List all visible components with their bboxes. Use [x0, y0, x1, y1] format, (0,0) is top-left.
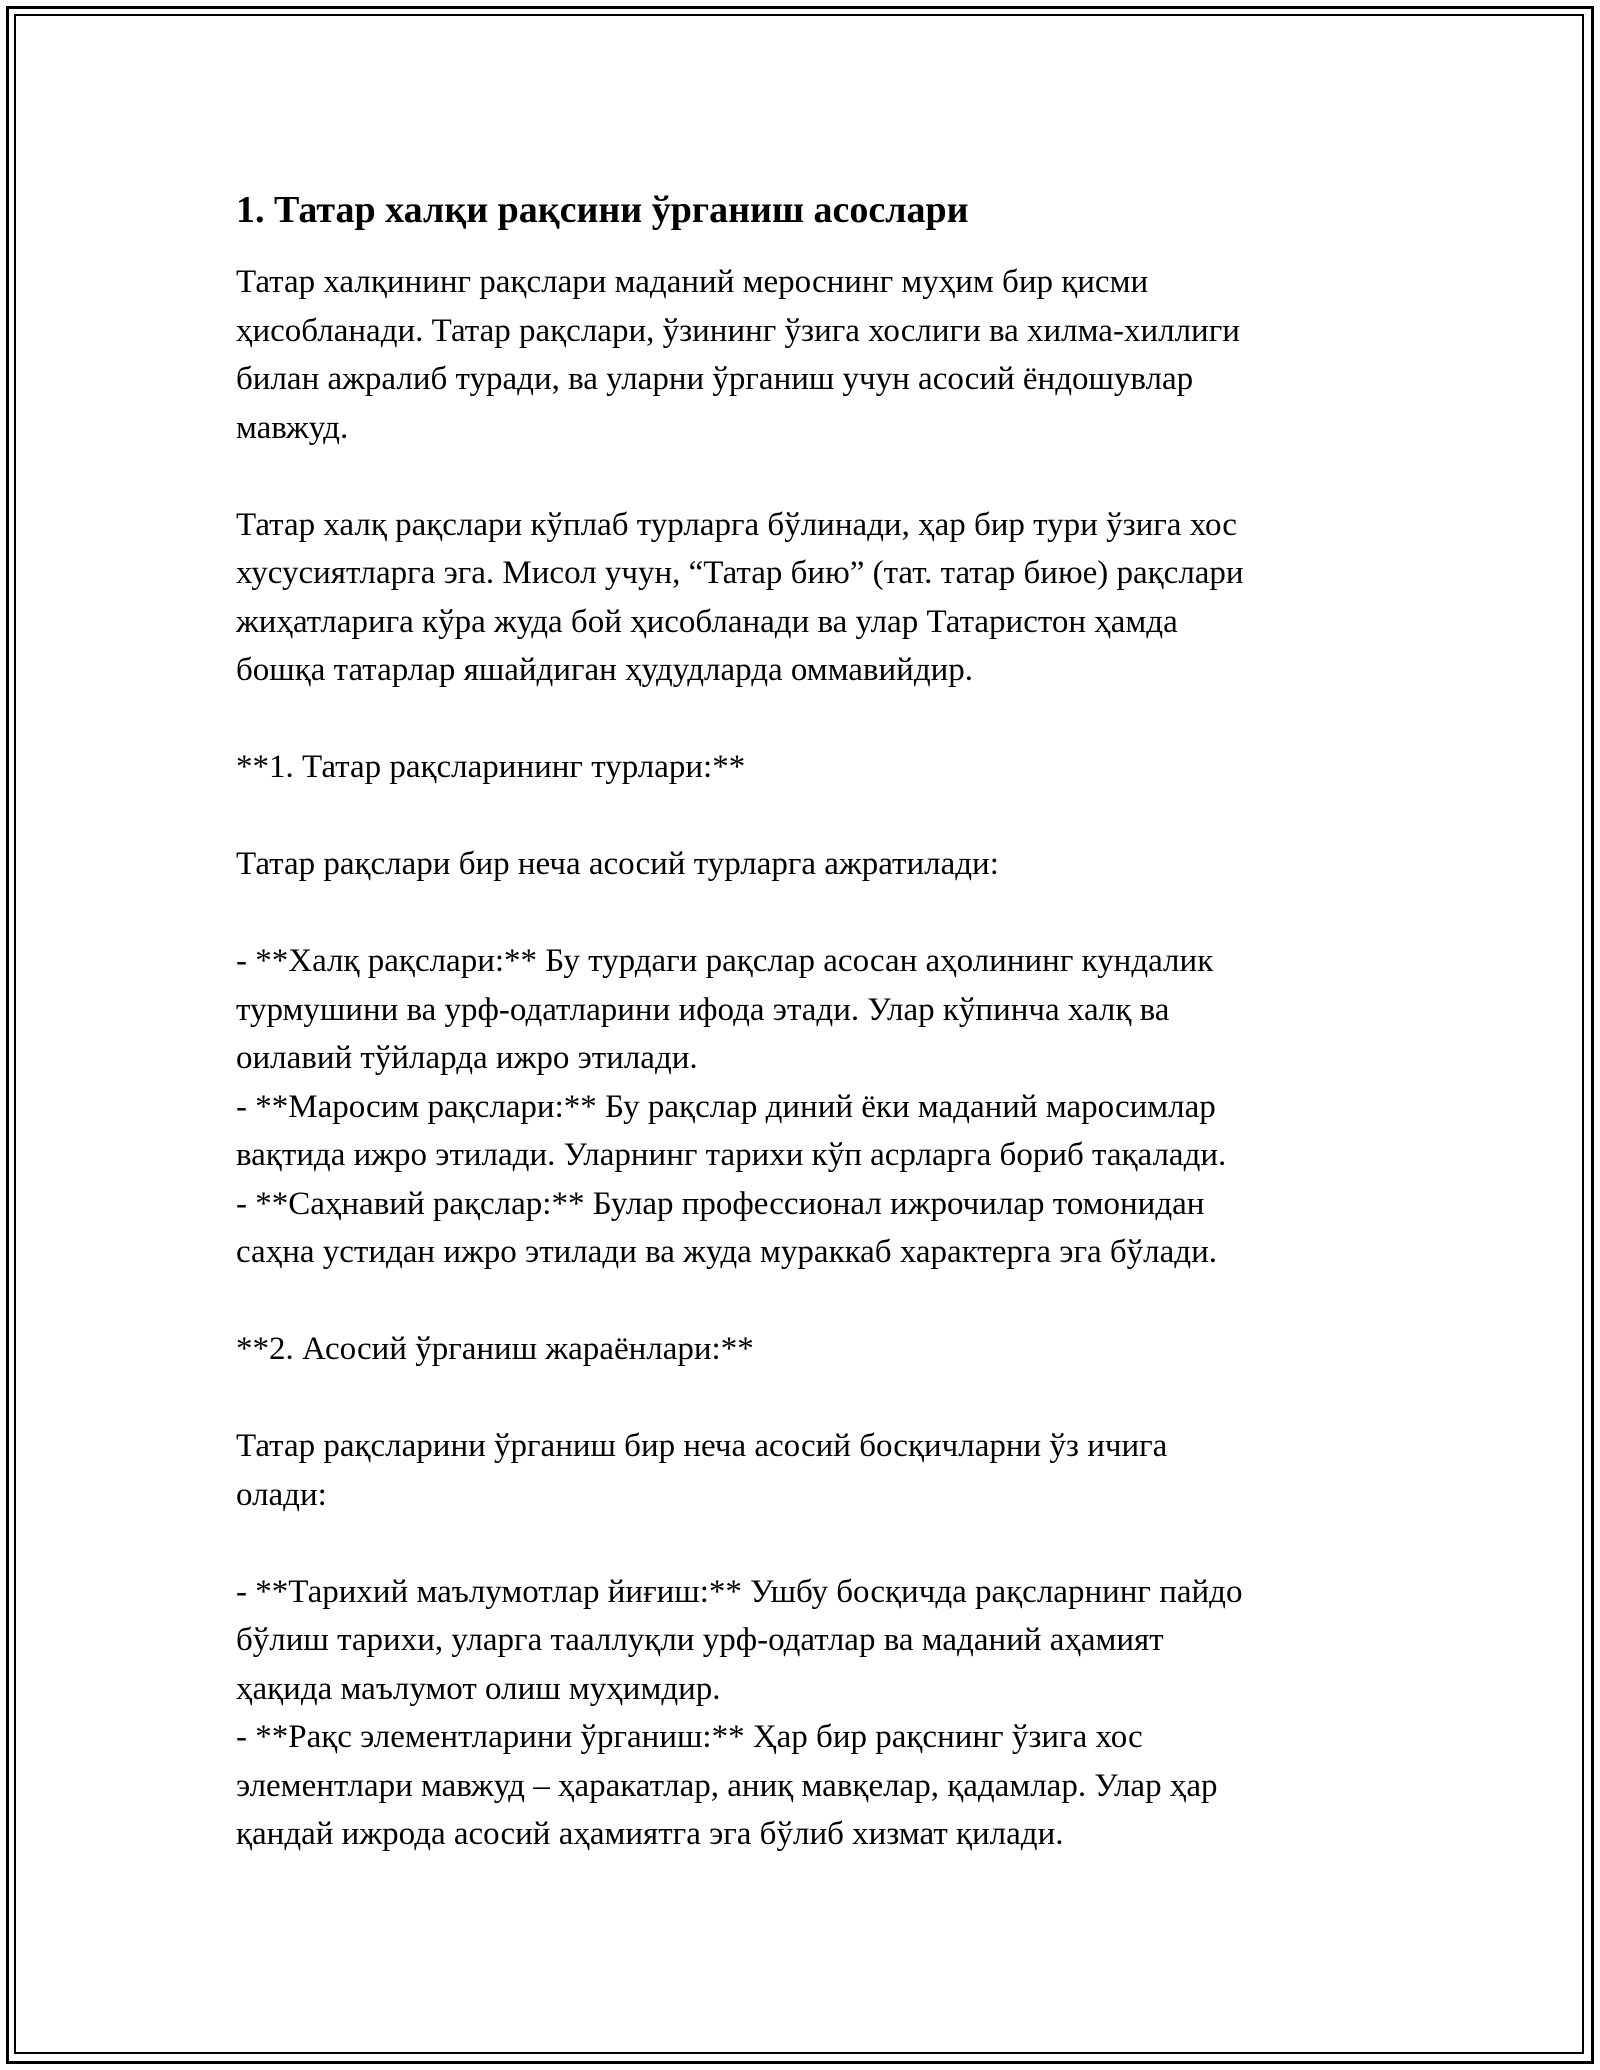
- subheading-dance-types: **1. Татар рақсларининг турлари:**: [236, 749, 746, 785]
- paragraph-gap: [236, 792, 1386, 841]
- paragraph-gap: [236, 1519, 1386, 1568]
- paragraph-types-overview: Татар халқ рақслари кўплаб турларга бўлинади, ҳар бир тури ўзига хос хусусиятларга эга. Мисол учун, “Татар бию” (тат. татар биюе) рақслари жиҳатларига кўра жуда бой ҳисобланади ва улар Татаристон ҳамда бошқа татарлар яшайдиган ҳудудларда оммавийдир.: [236, 506, 1244, 688]
- paragraph-gap: [236, 889, 1386, 938]
- paragraph-gap: [236, 695, 1386, 744]
- subheading-study-process: **2. Асосий ўрганиш жараёнлари:**: [236, 1331, 754, 1367]
- section-heading: 1. Татар халқи рақсини ўрганиш асослари: [236, 189, 969, 231]
- list-study-steps: - **Тарихий маълумотлар йиғиш:** Ушбу босқичда рақсларнинг пайдо бўлиш тарихи, уларга тааллуқли урф-одатлар ва маданий аҳамият ҳақида маълумот олиш муҳимдир. - **Рақс элементларини ўрганиш:** Ҳар бир рақснинг ўзига хос элементлари мавжуд – ҳаракатлар, аниқ мавқелар, қадамлар. Улар ҳар қандай ижрода асосий аҳамиятга эга бўлиб хизмат қилади.: [236, 1573, 1243, 1852]
- paragraph-gap: [236, 452, 1386, 501]
- paragraph-gap: [236, 1277, 1386, 1326]
- paragraph-intro: Татар халқининг рақслари маданий мероснинг муҳим бир қисми ҳисобланади. Татар рақслари, ўзининг ўзига хослиги ва хилма-хиллиги билан ажралиб туради, ва уларни ўрганиш учун асосий ёндошувлар мавжуд.: [236, 264, 1240, 446]
- document-body: [236, 186, 1386, 1859]
- paragraph-study-intro: Татар рақсларини ўрганиш бир неча асосий босқичларни ўз ичига олади:: [236, 1428, 1168, 1513]
- paragraph-types-intro: Татар рақслари бир неча асосий турларга ажратилади:: [236, 846, 999, 882]
- list-dance-types: - **Халқ рақслари:** Бу турдаги рақслар асосан аҳолининг кундалик турмушини ва урф-одатларини ифода этади. Улар кўпинча халқ ва оилавий тўйларда ижро этилади. - **Маросим рақслари:** Бу рақслар диний ёки маданий маросимлар вақтида ижро этилади. Уларнинг тарихи кўп асрларга бориб тақалади. - **Саҳнавий рақслар:** Булар профессионал ижрочилар томонидан саҳна устидан ижро этилади ва жуда мураккаб характерга эга бўлади.: [236, 943, 1227, 1270]
- paragraph-gap: [236, 1374, 1386, 1423]
